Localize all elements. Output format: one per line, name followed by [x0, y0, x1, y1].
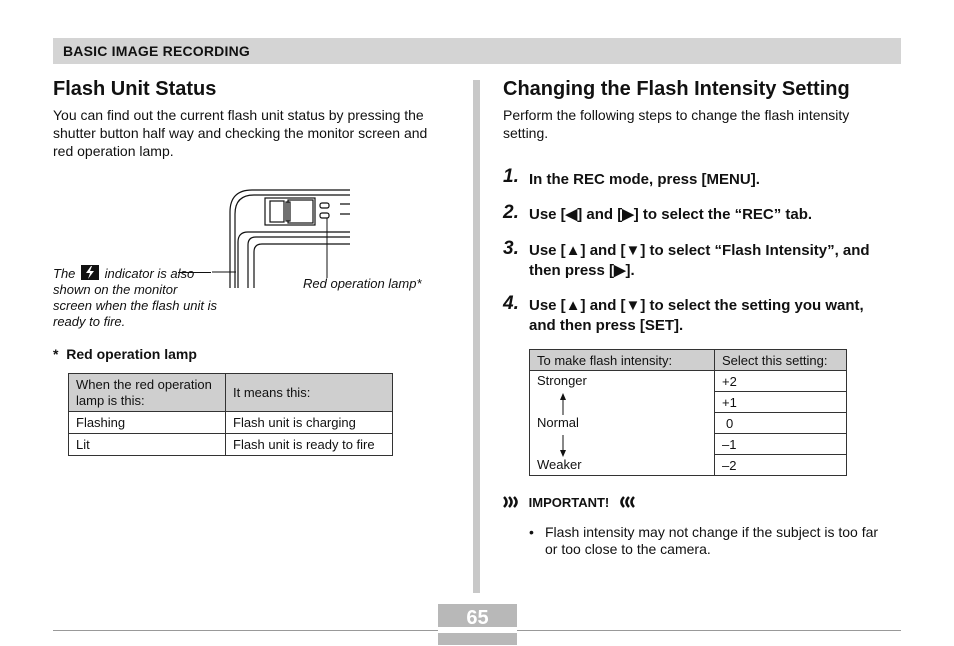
important-right-marks-icon — [613, 496, 635, 508]
important-note — [503, 495, 635, 510]
scale-label-stronger: Stronger — [537, 373, 587, 388]
table-cell: Flash unit is ready to fire — [226, 434, 393, 456]
section-header-title: BASIC IMAGE RECORDING — [63, 43, 250, 59]
footnote-marker: * — [53, 346, 59, 362]
flash-indicator-caption — [53, 265, 218, 330]
intensity-scale-cell — [530, 371, 715, 476]
flash-intensity-table — [529, 349, 847, 476]
step-number: 1. — [503, 166, 519, 187]
lamp-status-table — [68, 373, 393, 456]
step-text: Use [▲] and [▼] to select “Flash Intensity”, and then press [▶]. — [529, 242, 870, 279]
indicator-caption-after: indicator is also shown on the monitor screen when the flash unit is ready to fire. — [53, 266, 218, 329]
table-cell: 0 — [715, 413, 847, 434]
table-cell: +1 — [715, 392, 847, 413]
step-number: 2. — [503, 202, 519, 223]
table-header-row — [69, 374, 393, 412]
flash-intensity-title: Changing the Flash Intensity Setting — [503, 78, 850, 100]
table-header: Select this setting: — [715, 350, 847, 371]
table-header: To make flash intensity: — [530, 350, 715, 371]
flash-icon — [81, 265, 99, 280]
table-row — [530, 371, 847, 392]
arrow-down-icon — [557, 434, 569, 458]
table-cell: Flash unit is charging — [226, 412, 393, 434]
footnote-text: Red operation lamp — [66, 346, 197, 362]
step-number: 3. — [503, 238, 519, 259]
table-row — [69, 412, 393, 434]
flash-intensity-intro: Perform the following steps to change the flash intensity setting. — [503, 107, 850, 141]
footnote — [53, 346, 197, 362]
scale-label-weaker: Weaker — [537, 457, 582, 472]
scale-label-normal: Normal — [537, 415, 579, 430]
table-row — [69, 434, 393, 456]
step-text: In the REC mode, press [MENU]. — [529, 171, 760, 188]
table-cell: +2 — [715, 371, 847, 392]
red-lamp-caption: Red operation lamp* — [303, 276, 422, 291]
table-cell: –2 — [715, 455, 847, 476]
table-header: When the red operation lamp is this: — [69, 374, 226, 412]
important-left-marks-icon — [503, 496, 525, 508]
table-header: It means this: — [226, 374, 393, 412]
bullet-dot: • — [529, 524, 534, 540]
flash-unit-status-intro: You can find out the current flash unit status by pressing the shutter button half way and checking the monitor screen and red operation lamp. — [53, 107, 428, 159]
camera-illustration — [210, 188, 360, 290]
important-label: IMPORTANT! — [528, 495, 610, 510]
step-text: Use [◀] and [▶] to select the “REC” tab. — [529, 206, 813, 223]
indicator-caption-before: The — [53, 266, 76, 281]
table-header-row — [530, 350, 847, 371]
table-cell: Flashing — [69, 412, 226, 434]
step-text: Use [▲] and [▼] to select the setting you want, and then press [SET]. — [529, 297, 864, 334]
page-number: 65 — [466, 607, 489, 629]
table-cell: –1 — [715, 434, 847, 455]
column-divider — [473, 80, 480, 593]
arrow-up-icon — [557, 392, 569, 416]
step-number: 4. — [503, 293, 519, 314]
table-cell: Lit — [69, 434, 226, 456]
flash-unit-status-title: Flash Unit Status — [53, 78, 217, 100]
important-bullet-text: Flash intensity may not change if the subject is too far or too close to the camera. — [545, 524, 879, 557]
